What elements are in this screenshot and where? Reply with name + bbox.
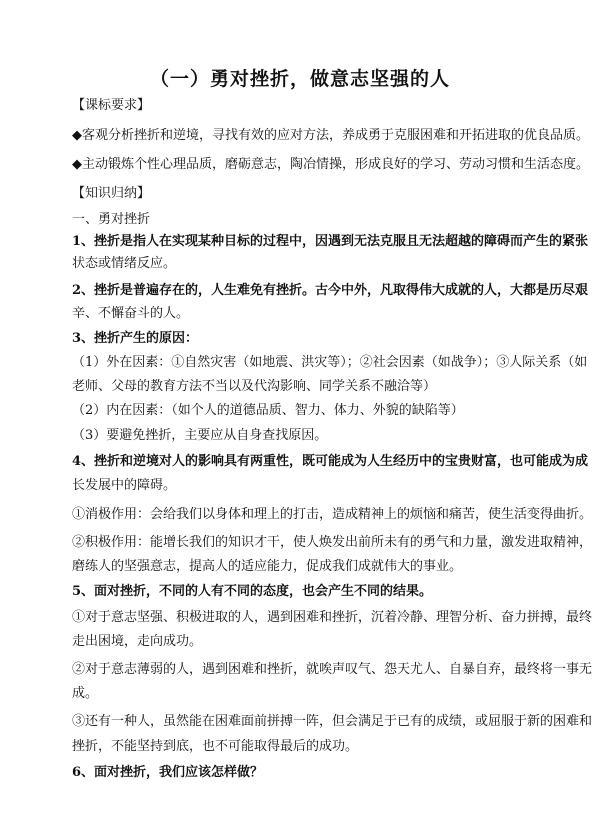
paragraph-line: 挫折，不能坚持到底，也不可能取得最后的成功。 (72, 739, 359, 754)
subheading-face-setbacks: 一、勇对挫折 (72, 212, 151, 227)
paragraph-line: 辛、不懈奋斗的人。 (72, 306, 190, 321)
paragraph-line: 5、面对挫折，不同的人有不同的态度，也会产生不同的结果。 (72, 584, 433, 599)
curriculum-item: ◆客观分析挫折和逆境，寻找有效的应对方法，养成勇于克服困难和开拓进取的优良品质。 (72, 128, 589, 143)
paragraph-line: ①消极作用：会给我们以身体和理上的打击，造成精神上的烦恼和痛苦，使生活变得曲折。 (72, 507, 593, 522)
paragraph-line: 1、挫折是指人在实现某种目标的过程中，因遇到无法克服且无法超越的障碍而产生的紧张 (72, 234, 589, 249)
curriculum-item: ◆主动锻炼个性心理品质，磨砺意志，陶冶情操，形成良好的学习、劳动习惯和生活态度。 (72, 157, 589, 172)
page-title: （一）勇对挫折，做意志坚强的人 (149, 68, 450, 90)
paragraph-line: （1）外在因素：①自然灾害（如地震、洪灾等）；②社会因素（如战争）；③人际关系（如 (72, 355, 588, 370)
paragraph-line: 2、挫折是普遍存在的，人生难免有挫折。古今中外，凡取得伟大成就的人，大都是历尽艰 (72, 283, 589, 298)
section-heading-knowledge: 【知识归纳】 (72, 186, 151, 201)
paragraph-line: 走出困境，走向成功。 (72, 634, 203, 649)
paragraph-line: 6、面对挫折，我们应该怎样做？ (72, 765, 264, 780)
paragraph-line: ③还有一种人，虽然能在困难面前拼搏一阵，但会满足于已有的成绩，或屈服于新的困难和 (72, 714, 593, 729)
paragraph-line: ②对于意志薄弱的人，遇到困难和挫折，就唉声叹气、怨天尤人、自暴自弃，最终将一事无 (72, 662, 593, 677)
paragraph-line: 4、挫折和逆境对人的影响具有两重性，既可能成为人生经历中的宝贵财富，也可能成为成 (72, 454, 589, 469)
paragraph-line: （2）内在因素：（如个人的道德品质、智力、体力、外貌的缺陷等） (72, 403, 464, 418)
paragraph-line: 状态或情绪反应。 (72, 256, 177, 271)
paragraph-line: 磨练人的坚强意志，提高人的适应能力，促成我们成就伟大的事业。 (72, 559, 463, 574)
paragraph-line: 3、挫折产生的原因： (72, 331, 199, 346)
section-heading-curriculum: 【课标要求】 (72, 98, 151, 113)
paragraph-line: 成。 (72, 686, 99, 701)
paragraph-line: ①对于意志坚强、积极进取的人，遇到困难和挫折，沉着冷静、理智分析、奋力拼搏，最终 (72, 610, 593, 625)
paragraph-line: （3）要避免挫折，主要应从自身查找原因。 (72, 428, 328, 443)
paragraph-line: 长发展中的障碍。 (72, 478, 177, 493)
paragraph-line: ②积极作用：能增长我们的知识才干，使人焕发出前所未有的勇气和力量，激发进取精神， (72, 535, 593, 550)
paragraph-line: 老师、父母的教育方法不当以及代沟影响、同学关系不融洽等） (72, 379, 437, 394)
